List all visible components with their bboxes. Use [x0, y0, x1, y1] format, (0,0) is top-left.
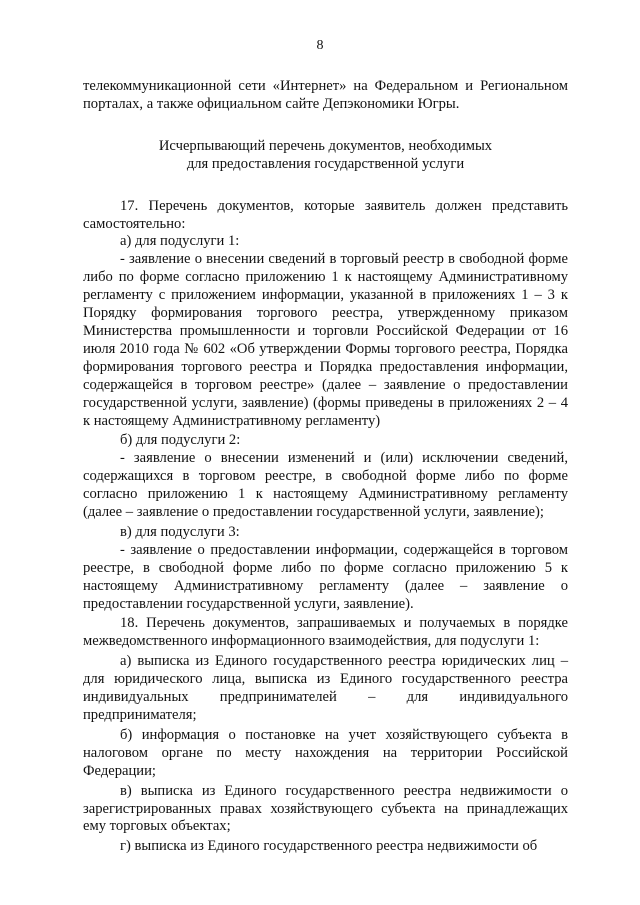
section-title: [83, 138, 568, 174]
item-18-a: а) выписка из Единого государственного реестра юридических лиц – для юридического лица, выписка из Единого государственного реестра индивидуальных предпринимателей – для индивидуального предпринимателя;: [83, 653, 568, 723]
intro-paragraph: телекоммуникационной сети «Интернет» на Федеральном и Региональном порталах, а также официальном сайте Депэкономики Югры.: [83, 78, 568, 112]
item-18-v: в) выписка из Единого государственного реестра недвижимости о зарегистрированных правах хозяйствующего субъекта на принадлежащих ему торговых объектах;: [83, 782, 568, 835]
subitem-b-text: - заявление о внесении изменений и (или) исключении сведений, содержащихся в торговом реестре, в свободной форме либо по форме согласно приложению 1 к настоящему Административному регламенту (далее – заявление о предоставлении государственной услуги, заявление);: [83, 450, 568, 521]
section-title-line-1: Исчерпывающий перечень документов, необходимых: [158, 137, 493, 154]
subitem-v-text: - заявление о предоставлении информации, содержащейся в торговом реестре, в свободной форме либо по форме согласно приложению 5 к настоящему Административному регламенту (далее – заявление о предоставлении государственной услуги, заявление).: [83, 541, 568, 612]
section-title-line-2: для предоставления государственной услуги: [186, 155, 465, 172]
page-number: 8: [316, 38, 324, 53]
paragraph-18: 18. Перечень документов, запрашиваемых и получаемых в порядке межведомственного информационного взаимодействия, для подуслуги 1:: [83, 615, 568, 650]
paragraph-17: 17. Перечень документов, которые заявитель должен представить самостоятельно:: [83, 197, 568, 232]
document-body: [83, 78, 568, 856]
item-18-g: г) выписка из Единого государственного реестра недвижимости об: [120, 838, 538, 855]
subitem-v-heading: в) для подуслуги 3:: [120, 523, 240, 540]
subitem-a-text: - заявление о внесении сведений в торговый реестр в свободной форме либо по форме согласно приложению 1 к настоящему Административному регламенту с приложением информации, указанной в приложениях 1 – 3 к Порядку формирования торгового реестра, утвержденному приказом Министерства промышленности и торговли Российской Федерации от 16 июля 2010 года № 602 «Об утверждении Формы торгового реестра, Порядка формирования торгового реестра и Порядка предоставления информации, содержащейся в торговом реестре» (далее – заявление о предоставлении государственной услуги, заявление) (формы приведены в приложениях 2 – 4 к настоящему Административному регламенту): [83, 251, 568, 429]
subitem-b-heading: б) для подуслуги 2:: [120, 432, 241, 449]
item-18-b: б) информация о постановке на учет хозяйствующего субъекта в налоговом органе по месту нахождения на территории Российской Федерации;: [83, 726, 568, 779]
subitem-a-heading: а) для подуслуги 1:: [120, 233, 240, 250]
